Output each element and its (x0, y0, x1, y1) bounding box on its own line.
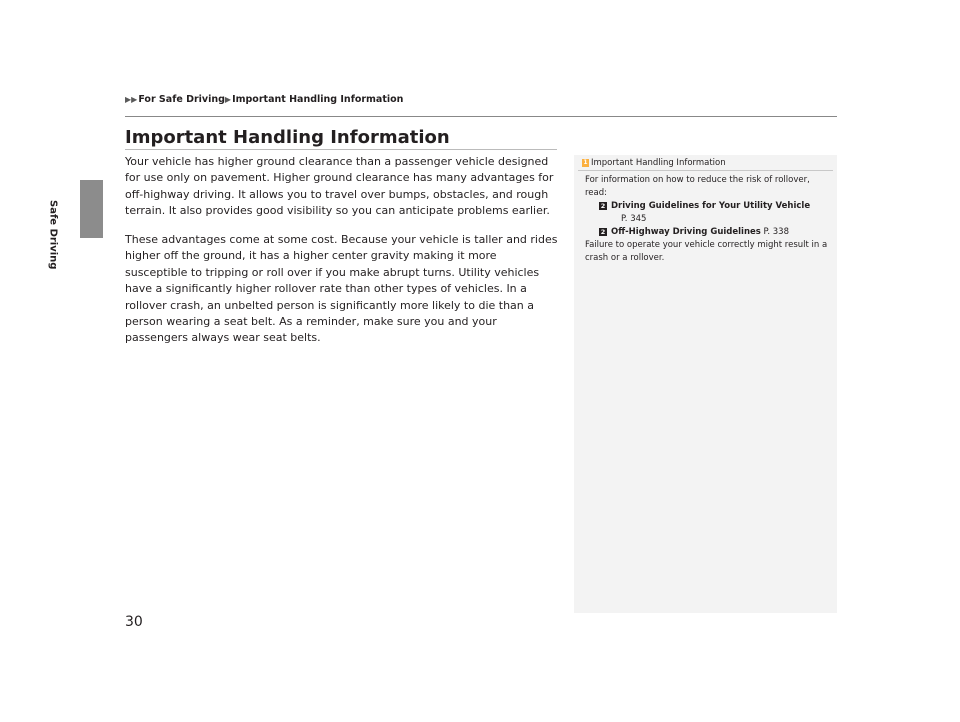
sidebar-note (574, 155, 837, 613)
cross-reference-link[interactable] (585, 200, 833, 213)
page-title: Important Handling Information (125, 127, 450, 148)
reference-title: Driving Guidelines for Your Utility Vehicle (611, 201, 811, 211)
sidebar-heading: Important Handling Information (591, 158, 726, 168)
sidebar-divider (578, 170, 833, 171)
reference-arrow-icon: 2 (600, 228, 606, 236)
header-divider (125, 116, 837, 117)
page-number: 30 (125, 614, 143, 630)
reference-title: Off-Highway Driving Guidelines (611, 227, 761, 237)
body-paragraph: Your vehicle has higher ground clearance than a passenger vehicle designed for use only on pavement. Higher ground clearance has many advantages for off-highway driving. It allows you to travel over bumps, obstacles, and rough terrain. It also provides good visibility so you can anticipate problems earlier. (125, 155, 554, 218)
breadcrumb-item-important-handling[interactable]: Important Handling Information (232, 94, 404, 105)
sidebar-heading-row (582, 158, 726, 168)
section-tab (80, 180, 103, 238)
breadcrumb-arrow-icon: ▶ (224, 95, 232, 104)
sidebar-intro: For information on how to reduce the risk of rollover, read: (585, 175, 810, 198)
title-underline (125, 149, 557, 150)
note-marker-icon: 1 (583, 159, 588, 166)
body-paragraph: These advantages come at some cost. Because your vehicle is taller and rides higher off the ground, it has a higher center gravity making it more susceptible to tripping or roll over if you make abrupt turns. Utility vehicles have a significantly higher rollover rate than other types of vehicles. In a rollover crash, an unbelted person is significantly more likely to die than a person wearing a seat belt. As a reminder, make sure you and your passengers always wear seat belts. (125, 233, 558, 345)
breadcrumb-arrow-icon: ▶▶ (125, 95, 138, 104)
breadcrumb (125, 94, 403, 105)
reference-page: P. 345 (621, 214, 647, 224)
sidebar-outro: Failure to operate your vehicle correctly might result in a crash or a rollover. (585, 240, 828, 263)
reference-arrow-icon: 2 (600, 202, 606, 210)
reference-page: P. 338 (763, 227, 789, 237)
breadcrumb-item-for-safe-driving[interactable]: For Safe Driving (138, 94, 225, 105)
section-tab-label: Safe Driving (47, 200, 59, 270)
cross-reference-link[interactable] (585, 226, 833, 239)
sidebar-content (585, 174, 833, 265)
